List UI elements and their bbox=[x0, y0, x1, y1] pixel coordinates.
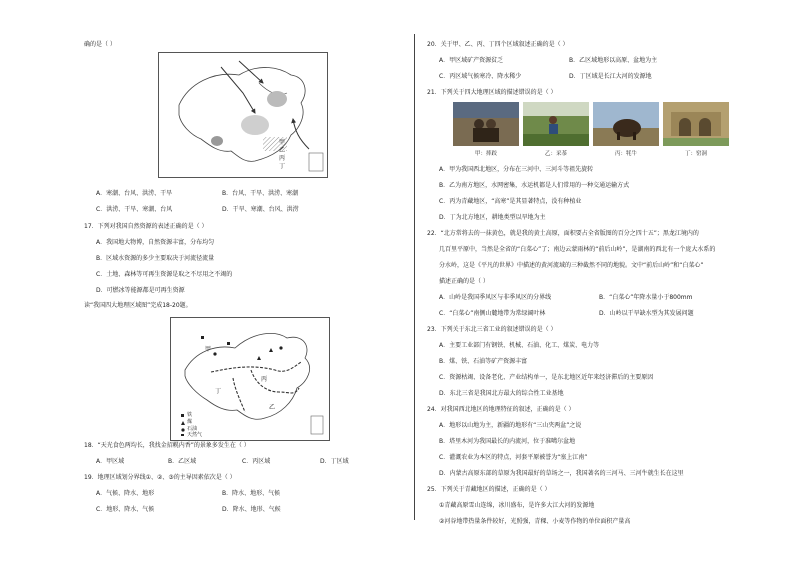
q23-option-c[interactable]: C．资源枯竭、设备老化、产业结构单一，是东北地区近年来经济滞后的主要原因 bbox=[439, 374, 654, 381]
q23-option-b[interactable]: B．煤、铁、石油等矿产资源丰富 bbox=[439, 358, 528, 365]
legend-ding: 丁 bbox=[279, 163, 286, 170]
region-label-jia: 甲 bbox=[205, 346, 212, 353]
q22-line-1: 22．“北方常将去的一抹黄色，就是我的黄土高原，面积要占全省版图的百分之四十五”；黑龙江境内的 bbox=[427, 230, 699, 237]
photo-yak bbox=[593, 102, 659, 146]
hazard-area-2 bbox=[241, 115, 269, 135]
q21-option-d[interactable]: D．丁为北方地区，耕地类型以旱地为主 bbox=[439, 214, 546, 221]
q17-option-b[interactable]: B．区域水资源的多少主要取决于河流径流量 bbox=[96, 255, 215, 262]
q20-option-a[interactable]: A．甲区域矿产资源贫乏 bbox=[439, 57, 504, 64]
q22-line-3: 分水岭，这是《平凡的世界》中描述的黄河流域的三种截然不同的地貌。文中“前后山岭”和“白菜心” bbox=[439, 262, 704, 269]
q19-option-a[interactable]: A．气候、降水、地形 bbox=[96, 490, 155, 497]
hazard-area-1 bbox=[267, 91, 287, 107]
q22-line-4: 描述正确的是（ ） bbox=[439, 278, 489, 285]
q21-option-b[interactable]: B．乙为南方地区，水网密集，水运机都是人们常用的一种交通运输方式 bbox=[439, 182, 630, 189]
region-label-yi: 乙 bbox=[269, 404, 276, 411]
legend-yi: 乙 bbox=[279, 147, 286, 154]
q17-stem: 17．下列对我国自然资源的表述正确的是（ ） bbox=[84, 223, 208, 230]
q25-stem: 25．下列关于青藏地区的描述，正确的是（ ） bbox=[427, 486, 551, 493]
q19-option-d[interactable]: D．降水、地形、气候 bbox=[222, 506, 281, 513]
q16-option-b[interactable]: B．台风、干旱、洪涝、寒潮 bbox=[222, 190, 299, 197]
legend-coal: 煤 bbox=[187, 419, 193, 425]
q17-option-d[interactable]: D．可燃冰等能源都是可再生资源 bbox=[96, 287, 185, 294]
boundary-3 bbox=[233, 378, 245, 412]
hazard-area-4 bbox=[211, 136, 223, 146]
q18-stem: 18．“天光食色两均长，我找金招幌内香”的景象多发生在（ ） bbox=[84, 442, 250, 449]
q23-option-a[interactable]: A．主要工业部门有钢铁、机械、石油、化工、煤炭、电力等 bbox=[439, 342, 600, 349]
caption-tea: 乙：采茶 bbox=[545, 151, 568, 157]
caption-wrestling: 甲：摔跤 bbox=[475, 151, 498, 157]
regions-map-drawing bbox=[171, 318, 329, 440]
q24-option-c[interactable]: C．灌溉农业为本区的特点，河套平原被誉为“塞上江南” bbox=[439, 454, 588, 461]
q16-option-d[interactable]: D．干旱、寒潮、台风、洪涝 bbox=[222, 206, 299, 213]
caption-yak: 丙：牦牛 bbox=[615, 151, 638, 157]
south-sea-inset bbox=[311, 416, 323, 434]
q25-item-2: ②河谷地带热量条件较好，光照强，青稞、小麦等作物的单位面积产量高 bbox=[439, 518, 631, 525]
q18-option-c[interactable]: C．丙区域 bbox=[242, 458, 271, 465]
q22-line-2: 几百里平原中，当然是全省的“白菜心”了；南边云蒙雨林的“前后山岭”，是湖南的西北有一个庞大水系的 bbox=[439, 246, 716, 253]
legend-jia: 甲 bbox=[279, 139, 286, 146]
q18-option-b[interactable]: B．乙区域 bbox=[168, 458, 197, 465]
q18-option-a[interactable]: A．甲区域 bbox=[96, 458, 125, 465]
q20-option-b[interactable]: B．乙区域地形以高原、盆地为主 bbox=[569, 57, 658, 64]
region-label-ding: 丁 bbox=[215, 388, 222, 395]
photo-wrestling bbox=[453, 102, 519, 146]
q20-option-d[interactable]: D．丁区域是长江大河的发源地 bbox=[569, 73, 652, 80]
q24-stem: 24．对我国西北地区的地理特征的叙述，正确的是（ ） bbox=[427, 406, 575, 413]
q20-option-c[interactable]: C．丙区域气候寒冷、降水稀少 bbox=[439, 73, 522, 80]
south-sea-inset bbox=[309, 153, 323, 171]
q22-option-a[interactable]: A．山岭是我国季风区与非季风区的分界线 bbox=[439, 294, 552, 301]
photo-tea-picking bbox=[523, 102, 589, 146]
q19-option-c[interactable]: C．地形、降水、气候 bbox=[96, 506, 155, 513]
q16-option-a[interactable]: A．寒潮、台风、洪涝、干旱 bbox=[96, 190, 173, 197]
q22-option-c[interactable]: C．“白菜心”南侧山麓地带为常绿阔叶林 bbox=[439, 310, 546, 317]
q18-option-d[interactable]: D．丁区域 bbox=[320, 458, 349, 465]
q22-option-d[interactable]: D．山岭以干旱缺水型为其发展问题 bbox=[599, 310, 694, 317]
q17-option-a[interactable]: A．我国地大物博，自然资源丰富，分布均匀 bbox=[96, 239, 215, 246]
q21-stem: 21．下列关于四大地理区域的描述错误的是（ ） bbox=[427, 89, 557, 96]
question-continuation: 确的是（ ） bbox=[84, 41, 116, 48]
photo-cave-dwelling bbox=[663, 102, 729, 146]
legend-gas: 天然气 bbox=[187, 432, 203, 438]
caption-cave: 丁：窑洞 bbox=[685, 151, 708, 157]
q16-option-c[interactable]: C．洪涝、干旱、寒潮、台风 bbox=[96, 206, 173, 213]
boundary-1 bbox=[211, 362, 301, 372]
legend-oil: 石油 bbox=[187, 426, 198, 432]
q21-option-c[interactable]: C．丙为青藏地区，“高寒”是其显著特点，没有种植业 bbox=[439, 198, 582, 205]
china-map-drawing bbox=[159, 53, 327, 177]
boundary-2 bbox=[251, 370, 299, 393]
q20-stem: 20．关于甲、乙、丙、丁四个区域叙述正确的是（ ） bbox=[427, 41, 569, 48]
q25-item-1: ①青藏高原雪山连绵，冰川盛布，是许多大江大河的发源地 bbox=[439, 502, 595, 509]
q24-option-a[interactable]: A．地形以山地为主，新疆的地形有“三山夹两盆”之说 bbox=[439, 422, 582, 429]
legend-bing: 丙 bbox=[279, 155, 286, 162]
region-label-bing: 丙 bbox=[261, 376, 268, 383]
legend-iron: 铁 bbox=[187, 412, 193, 418]
q17-option-c[interactable]: C．土地、森林等可再生资源是取之不尽用之不竭的 bbox=[96, 271, 233, 278]
column-divider bbox=[414, 34, 415, 520]
four-regions-map bbox=[170, 317, 330, 441]
q23-stem: 23．下列关于东北三省工业的叙述错误的是（ ） bbox=[427, 326, 557, 333]
q23-option-d[interactable]: D．东北三省是我国北方最大的综合性工业基地 bbox=[439, 390, 564, 397]
section-intro: 读“我国四大地理区域图”完成18-20题。 bbox=[84, 302, 192, 309]
q19-option-b[interactable]: B．降水、地形、气候 bbox=[222, 490, 281, 497]
q21-option-a[interactable]: A．甲为我国西北地区，分布在三河中、三河斗等祖先旋转 bbox=[439, 166, 594, 173]
q22-option-b[interactable]: B．“白菜心”年降水量小于800mm bbox=[599, 294, 693, 301]
q19-stem: 19．地理区域划分界线①、②、③的主导因素依次是（ ） bbox=[84, 474, 236, 481]
q24-option-d[interactable]: D．内蒙古高原东部的草原为我国最好的草场之一，我国著名的三河马、三河牛就生长在这里 bbox=[439, 470, 684, 477]
weather-hazard-map bbox=[158, 52, 328, 178]
q24-option-b[interactable]: B．塔里木河为我国最长的内流河，位于准噶尔盆地 bbox=[439, 438, 576, 445]
